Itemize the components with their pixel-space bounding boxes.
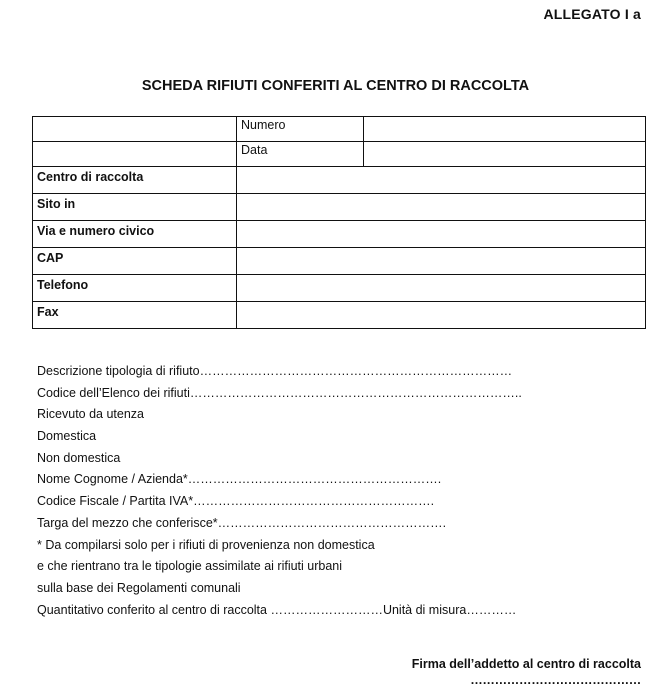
data-field[interactable] <box>364 142 646 167</box>
table-row-cap <box>33 248 646 275</box>
cap-label: CAP <box>33 248 237 275</box>
numero-field[interactable] <box>364 117 646 142</box>
signature-line: …………………………………… <box>470 673 641 687</box>
footnote-line-1: * Da compilarsi solo per i rifiuti di provenienza non domestica <box>37 537 375 552</box>
waste-details-section <box>37 362 522 622</box>
table-row-sito <box>33 194 646 221</box>
annex-label: ALLEGATO I a <box>543 6 641 22</box>
sito-label: Sito in <box>33 194 237 221</box>
cap-field[interactable] <box>237 248 646 275</box>
nome-cognome-line: Nome Cognome / Azienda*……………………………………………………. <box>37 472 442 487</box>
signature-label: Firma dell’addetto al centro di raccolta <box>411 657 641 671</box>
table-row-telefono <box>33 275 646 302</box>
codice-fiscale-line: Codice Fiscale / Partita IVA*…………………………………………………. <box>37 494 435 509</box>
table-row-fax <box>33 302 646 329</box>
table-row-via <box>33 221 646 248</box>
table-row-data <box>33 142 646 167</box>
fax-label: Fax <box>33 302 237 329</box>
centro-field[interactable] <box>237 167 646 194</box>
centro-label: Centro di raccolta <box>33 167 237 194</box>
footnote-line-2: e che rientrano tra le tipologie assimilate ai rifiuti urbani <box>37 559 343 574</box>
page-title: SCHEDA RIFIUTI CONFERITI AL CENTRO DI RACCOLTA <box>141 78 530 94</box>
empty-cell <box>33 117 237 142</box>
telefono-field[interactable] <box>237 275 646 302</box>
quantitativo-line: Quantitativo conferito al centro di raccolta ………………………Unità di misura………… <box>37 602 517 617</box>
codice-elenco-line: Codice dell’Elenco dei rifiuti…………………………………………………………………….. <box>37 385 522 400</box>
non-domestica-line: Non domestica <box>37 450 121 465</box>
numero-label: Numero <box>237 117 364 142</box>
via-field[interactable] <box>237 221 646 248</box>
footnote-line-3: sulla base dei Regolamenti comunali <box>37 580 241 595</box>
empty-cell <box>33 142 237 167</box>
descrizione-line: Descrizione tipologia di rifiuto………………………………………………………………… <box>37 364 513 378</box>
sito-field[interactable] <box>237 194 646 221</box>
ricevuto-line: Ricevuto da utenza <box>37 407 145 422</box>
fax-field[interactable] <box>237 302 646 329</box>
table-row-centro <box>33 167 646 194</box>
table-row-numero <box>33 117 646 142</box>
telefono-label: Telefono <box>33 275 237 302</box>
targa-line: Targa del mezzo che conferisce*………………………………………………. <box>37 515 447 530</box>
via-label: Via e numero civico <box>33 221 237 248</box>
registration-form-table <box>32 116 646 329</box>
data-label: Data <box>237 142 364 167</box>
domestica-line: Domestica <box>37 429 97 444</box>
